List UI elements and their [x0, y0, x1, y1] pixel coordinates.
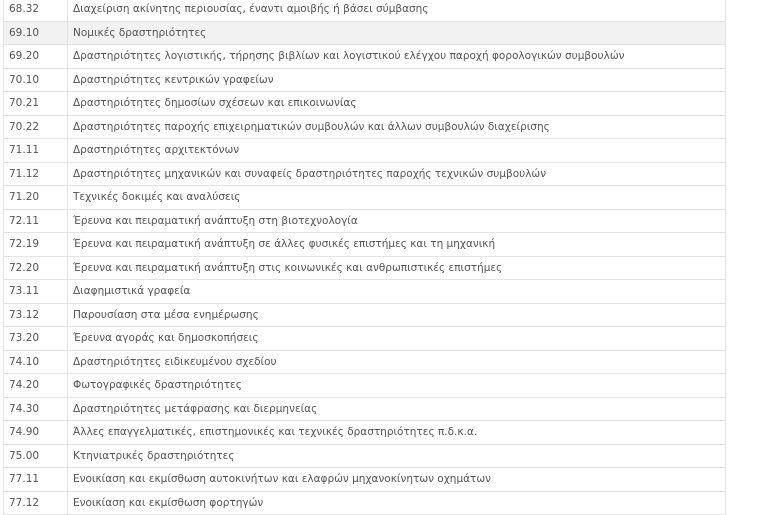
- activity-description-cell: Κτηνιατρικές δραστηριότητες: [68, 444, 726, 468]
- table-row: [4, 350, 726, 374]
- activity-description-cell: Διαφημιστικά γραφεία: [68, 280, 726, 304]
- activity-code-cell: 71.20: [4, 186, 68, 210]
- table-row: [4, 162, 726, 186]
- activity-description-cell: Δραστηριότητες λογιστικής, τήρησης βιβλίων και λογιστικού ελέγχου παροχή φορολογικών συμβουλών: [68, 45, 726, 69]
- activity-code-cell: 72.20: [4, 256, 68, 280]
- table-row: [4, 45, 726, 69]
- activity-description-cell: Νομικές δραστηριότητες: [68, 21, 726, 45]
- activity-description-cell: Παρουσίαση στα μέσα ενημέρωσης: [68, 303, 726, 327]
- table-row: [4, 68, 726, 92]
- table-row: [4, 186, 726, 210]
- activity-codes-table: [3, 0, 726, 515]
- activity-description-cell: Έρευνα αγοράς και δημοσκοπήσεις: [68, 327, 726, 351]
- table-row: [4, 256, 726, 280]
- table-row: [4, 280, 726, 304]
- activity-code-cell: 70.10: [4, 68, 68, 92]
- table-row: [4, 303, 726, 327]
- activity-codes-table-wrapper: [3, 0, 725, 515]
- activity-description-cell: Έρευνα και πειραματική ανάπτυξη σε άλλες φυσικές επιστήμες και τη μηχανική: [68, 233, 726, 257]
- activity-description-cell: Δραστηριότητες μετάφρασης και διερμηνείας: [68, 397, 726, 421]
- activity-description-cell: Δραστηριότητες δημοσίων σχέσεων και επικοινωνίας: [68, 92, 726, 116]
- activity-code-cell: 70.21: [4, 92, 68, 116]
- activity-code-cell: 72.19: [4, 233, 68, 257]
- activity-code-cell: 77.12: [4, 491, 68, 515]
- activity-code-cell: 77.11: [4, 468, 68, 492]
- activity-description-cell: Τεχνικές δοκιμές και αναλύσεις: [68, 186, 726, 210]
- activity-code-cell: 69.20: [4, 45, 68, 69]
- activity-code-cell: 74.20: [4, 374, 68, 398]
- table-row: [4, 139, 726, 163]
- activity-description-cell: Δραστηριότητες μηχανικών και συναφείς δραστηριότητες παροχής τεχνικών συμβουλών: [68, 162, 726, 186]
- activity-description-cell: Έρευνα και πειραματική ανάπτυξη στη βιοτεχνολογία: [68, 209, 726, 233]
- table-body: [4, 0, 726, 515]
- activity-description-cell: Ενοικίαση και εκμίσθωση αυτοκινήτων και ελαφρών μηχανοκίνητων οχημάτων: [68, 468, 726, 492]
- activity-description-cell: Δραστηριότητες παροχής επιχειρηματικών συμβουλών και άλλων συμβουλών διαχείρισης: [68, 115, 726, 139]
- table-row: [4, 327, 726, 351]
- activity-code-cell: 73.11: [4, 280, 68, 304]
- activity-description-cell: Ενοικίαση και εκμίσθωση φορτηγών: [68, 491, 726, 515]
- table-row: [4, 468, 726, 492]
- table-row: [4, 397, 726, 421]
- activity-code-cell: 74.90: [4, 421, 68, 445]
- activity-description-cell: Δραστηριότητες κεντρικών γραφείων: [68, 68, 726, 92]
- activity-code-cell: 70.22: [4, 115, 68, 139]
- activity-description-cell: Διαχείριση ακίνητης περιουσίας, έναντι αμοιβής ή βάσει σύμβασης: [68, 0, 726, 21]
- activity-description-cell: Άλλες επαγγελματικές, επιστημονικές και τεχνικές δραστηριότητες π.δ.κ.α.: [68, 421, 726, 445]
- activity-code-cell: 73.12: [4, 303, 68, 327]
- table-row: [4, 374, 726, 398]
- activity-description-cell: Φωτογραφικές δραστηριότητες: [68, 374, 726, 398]
- table-row: [4, 491, 726, 515]
- activity-code-cell: 75.00: [4, 444, 68, 468]
- table-row: [4, 444, 726, 468]
- table-row: [4, 209, 726, 233]
- activity-description-cell: Δραστηριότητες ειδικευμένου σχεδίου: [68, 350, 726, 374]
- table-row: [4, 92, 726, 116]
- table-row: [4, 0, 726, 21]
- table-row: [4, 21, 726, 45]
- activity-code-cell: 68.32: [4, 0, 68, 21]
- activity-code-cell: 74.30: [4, 397, 68, 421]
- table-row: [4, 115, 726, 139]
- activity-description-cell: Έρευνα και πειραματική ανάπτυξη στις κοινωνικές και ανθρωπιστικές επιστήμες: [68, 256, 726, 280]
- activity-description-cell: Δραστηριότητες αρχιτεκτόνων: [68, 139, 726, 163]
- activity-code-cell: 71.12: [4, 162, 68, 186]
- table-row: [4, 421, 726, 445]
- activity-code-cell: 72.11: [4, 209, 68, 233]
- activity-code-cell: 69.10: [4, 21, 68, 45]
- activity-code-cell: 73.20: [4, 327, 68, 351]
- activity-code-cell: 74.10: [4, 350, 68, 374]
- activity-code-cell: 71.11: [4, 139, 68, 163]
- table-row: [4, 233, 726, 257]
